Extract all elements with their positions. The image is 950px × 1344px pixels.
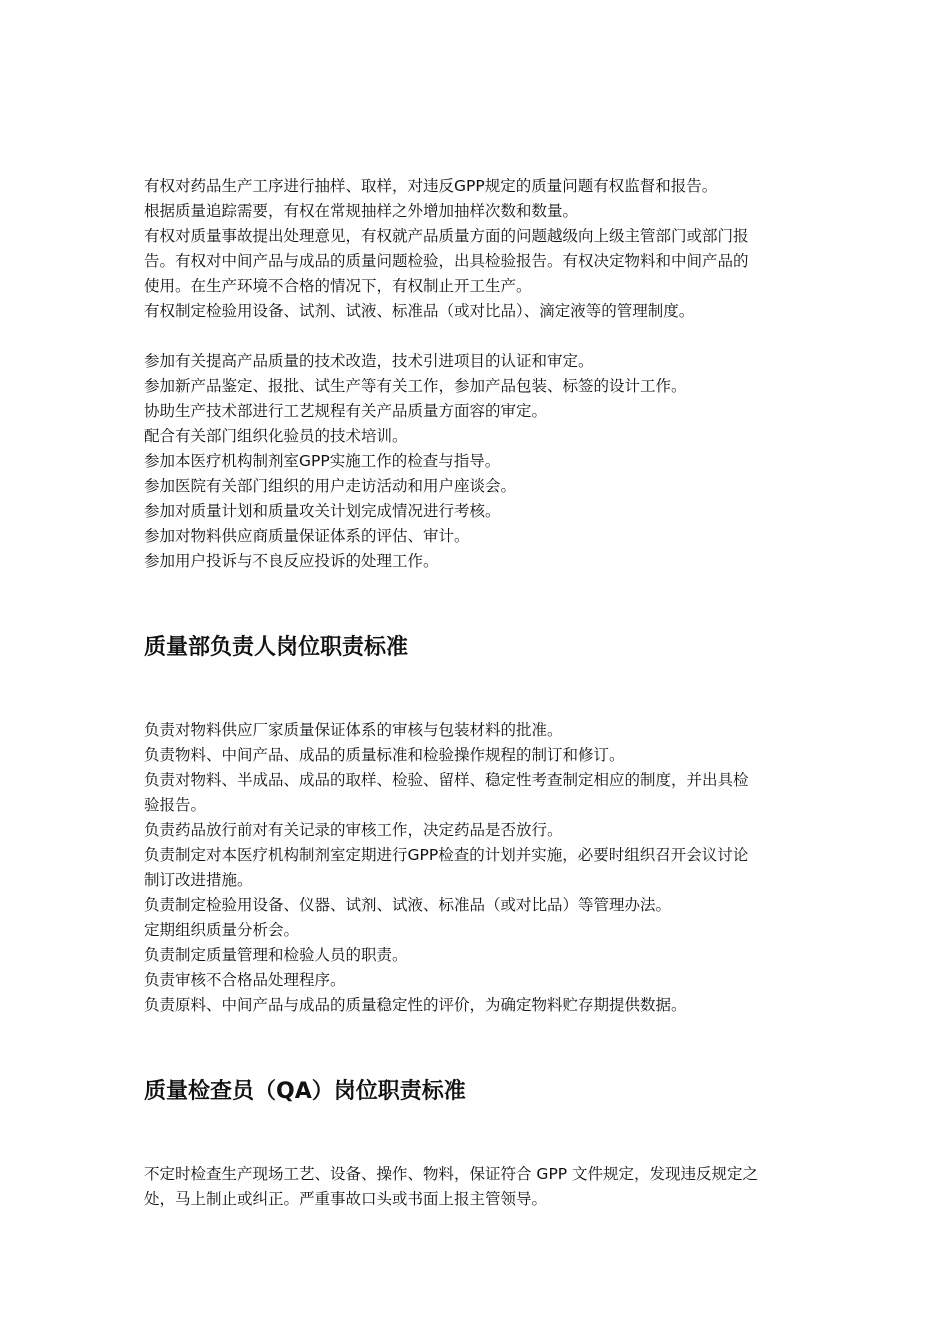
paragraph-line: 负责审核不合格品处理程序。 (144, 971, 346, 989)
paragraph-line: 使用。在生产环境不合格的情况下，有权制止开工生产。 (144, 277, 532, 295)
paragraph-line: 负责药品放行前对有关记录的审核工作，决定药品是否放行。 (144, 821, 563, 839)
paragraph-line: 参加有关提高产品质量的技术改造，技术引进项目的认证和审定。 (144, 352, 594, 370)
paragraph-line: 有权对药品生产工序进行抽样、取样，对违反GPP规定的质量问题有权监督和报告。 (144, 177, 718, 195)
paragraph-line: 参加对质量计划和质量攻关计划完成情况进行考核。 (144, 502, 501, 520)
paragraph-line: 协助生产技术部进行工艺规程有关产品质量方面容的审定。 (144, 402, 548, 420)
qa-inspector-duties-section (144, 1162, 814, 1212)
paragraph-line: 参加本医疗机构制剂室GPP实施工作的检查与指导。 (144, 452, 501, 470)
section-heading: 质量检查员（QA）岗位职责标准 (144, 1079, 466, 1104)
paragraph-line: 负责制定对本医疗机构制剂室定期进行GPP检查的计划并实施，必要时组织召开会议讨论 (144, 846, 749, 864)
paragraph-line: 处，马上制止或纠正。严重事故口头或书面上报主管领导。 (144, 1190, 548, 1208)
paragraph-line: 告。有权对中间产品与成品的质量问题检验，出具检验报告。有权决定物料和中间产品的 (144, 252, 749, 270)
paragraph-line: 制订改进措施。 (144, 871, 253, 889)
paragraph-line: 负责原料、中间产品与成品的质量稳定性的评价，为确定物料贮存期提供数据。 (144, 996, 687, 1014)
paragraph-line: 负责制定质量管理和检验人员的职责。 (144, 946, 408, 964)
paragraph-line: 参加医院有关部门组织的用户走访活动和用户座谈会。 (144, 477, 517, 495)
paragraph-line: 参加对物料供应商质量保证体系的评估、审计。 (144, 527, 470, 545)
paragraph-line: 不定时检查生产现场工艺、设备、操作、物料，保证符合 GPP 文件规定，发现违反规定之 (144, 1165, 759, 1183)
paragraph-line: 有权对质量事故提出处理意见，有权就产品质量方面的问题越级向上级主管部门或部门报 (144, 227, 749, 245)
section-heading: 质量部负责人岗位职责标准 (144, 635, 409, 660)
paragraph-line: 负责对物料供应厂家质量保证体系的审核与包装材料的批准。 (144, 721, 563, 739)
paragraph-line: 参加用户投诉与不良反应投诉的处理工作。 (144, 552, 439, 570)
paragraph-line: 参加新产品鉴定、报批、试生产等有关工作，参加产品包装、标签的设计工作。 (144, 377, 687, 395)
paragraph-line: 根据质量追踪需要，有权在常规抽样之外增加抽样次数和数量。 (144, 202, 579, 220)
participation-section (144, 349, 814, 574)
document-body (144, 174, 814, 1212)
paragraph-line: 定期组织质量分析会。 (144, 921, 300, 939)
paragraph-line: 验报告。 (144, 796, 207, 814)
paragraph-line: 有权制定检验用设备、试剂、试液、标准品（或对比品）、滴定液等的管理制度。 (144, 302, 695, 320)
paragraph-line: 负责对物料、半成品、成品的取样、检验、留样、稳定性考查制定相应的制度，并出具检 (144, 771, 749, 789)
paragraph-line: 负责制定检验用设备、仪器、试剂、试液、标准品（或对比品）等管理办法。 (144, 896, 672, 914)
paragraph-line: 配合有关部门组织化验员的技术培训。 (144, 427, 408, 445)
qa-head-duties-section (144, 718, 814, 1018)
paragraph-line: 负责物料、中间产品、成品的质量标准和检验操作规程的制订和修订。 (144, 746, 625, 764)
rights-section (144, 174, 814, 324)
